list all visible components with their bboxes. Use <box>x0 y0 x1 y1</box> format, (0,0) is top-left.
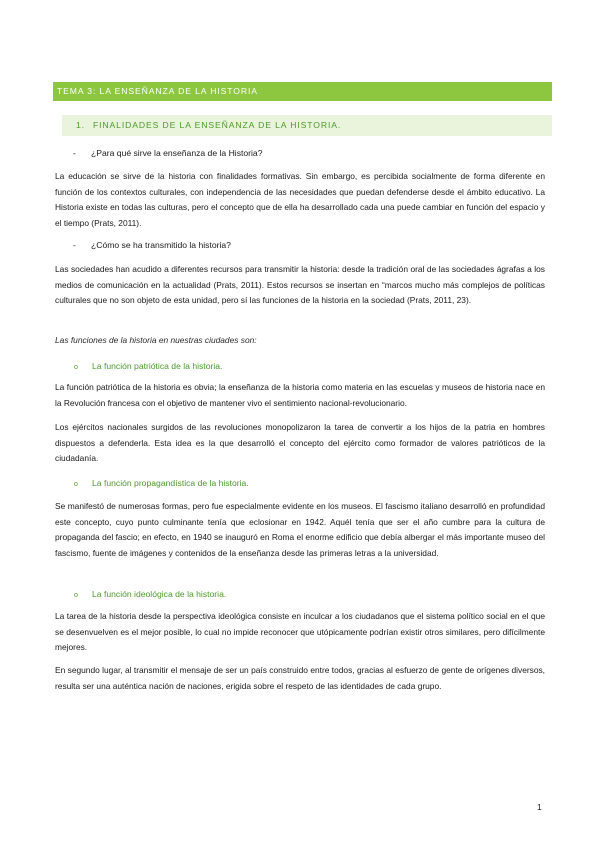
page-number: 1 <box>537 802 542 812</box>
circle-bullet-icon: o <box>74 481 78 488</box>
chapter-title: TEMA 3: LA ENSEÑANZA DE LA HISTORIA <box>53 82 552 101</box>
question-item <box>73 147 263 159</box>
function-heading <box>74 588 226 602</box>
dash-marker: - <box>73 148 76 158</box>
functions-intro: Las funciones de la historia en nuestras ciudades son: <box>55 335 257 345</box>
question-item <box>73 239 231 251</box>
circle-bullet-icon: o <box>74 364 78 371</box>
question-text: ¿Cómo se ha transmitido la historia? <box>91 240 231 250</box>
dash-marker: - <box>73 240 76 250</box>
paragraph: La educación se sirve de la historia con finalidades formativas. Sin embargo, es percibida socialmente de forma diferente en función de los contextos culturales, con independencia de las necesidades que puedan defenderse desde el ámbito educativo. La Historia existe en todas las culturas, pero el concepto que de ella ha desarrollado cada una puede cambiar en función del espacio y el tiempo (Prats, 2011). <box>55 171 545 228</box>
function-label: La función propagandística de la historia. <box>92 478 249 488</box>
paragraph: La función patriótica de la historia es obvia; la enseñanza de la historia como materia en las escuelas y museos de historia nace en la Revolución francesa con el objetivo de mantener vivo el sentimiento nacional-revolucionario. <box>55 382 545 408</box>
function-heading <box>74 360 222 374</box>
circle-bullet-icon: o <box>74 592 78 599</box>
paragraph: Se manifestó de numerosas formas, pero fue especialmente evidente en los museos. El fascismo italiano desarrolló en profundidad este concepto, cuyo punto culminante tenía que eclosionar en 1942. Aquél tenía que ser el año cumbre para la cultura de propaganda del fascio; en efecto, en 1940 se inauguró en Roma el enorme edificio que debía albergar el más importante museo del fascismo, fuente de imágenes y contenidos de la enseñanza desde las primeras letras a la universidad. <box>55 501 545 558</box>
paragraph: Los ejércitos nacionales surgidos de las revoluciones monopolizaron la tarea de convertir a los hijos de la patria en hombres dispuestos a defenderla. Esta idea es la que desarrolló el concepto del ejército como formador de valores patrióticos de la ciudadanía. <box>55 422 545 463</box>
paragraph: En segundo lugar, al transmitir el mensaje de ser un país construido entre todos, gracias al esfuerzo de gente de orígenes diversos, resulta ser una auténtica nación de naciones, erigida sobre el respeto de las identidades de cada grupo. <box>55 665 545 691</box>
question-text: ¿Para qué sirve la enseñanza de la Historia? <box>91 148 263 158</box>
section-number: 1. <box>76 120 85 130</box>
paragraph: Las sociedades han acudido a diferentes recursos para transmitir la historia: desde la tradición oral de las sociedades ágrafas a los medios de comunicación en la actualidad (Prats, 2011). Estos recursos se insertan en “marcos mucho más complejos de políticas culturales que no son objeto de esta unidad, pero sí las funciones de la historia en la sociedad (Prats, 2011, 23). <box>55 264 545 305</box>
section-label: FINALIDADES DE LA ENSEÑANZA DE LA HISTORIA. <box>92 120 342 130</box>
function-label: La función ideológica de la historia. <box>92 589 227 599</box>
function-heading <box>74 477 249 491</box>
section-heading <box>62 115 552 136</box>
function-label: La función patriótica de la historia. <box>92 361 223 371</box>
paragraph: La tarea de la historia desde la perspectiva ideológica consiste en inculcar a los ciudadanos que el sistema político social en el que se desenvuelven es el mejor posible, lo cual no impide reconocer que utópicamente podrían existir otros similares, pero difícilmente mejores. <box>55 611 545 652</box>
